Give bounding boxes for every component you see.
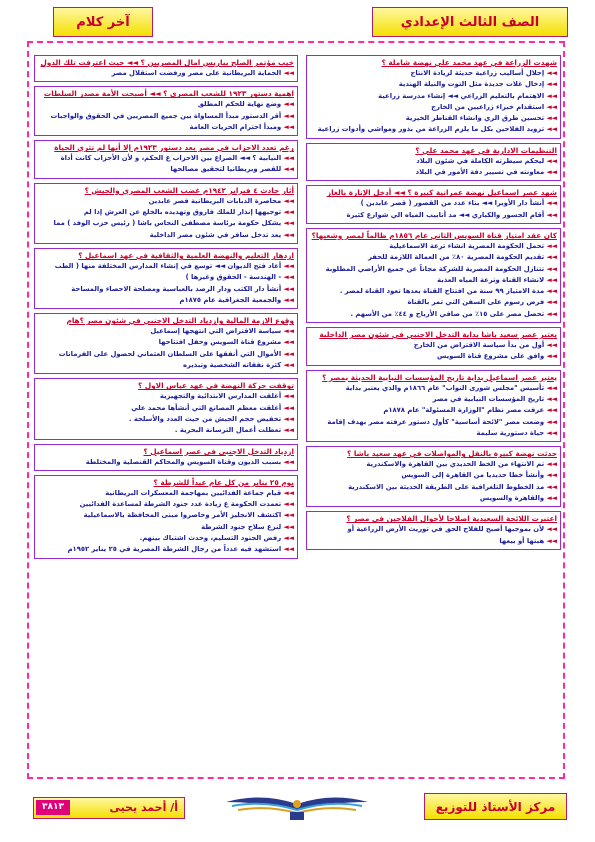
answer-line: [310, 470, 557, 481]
answer-text: وافق على مشروع قناة السويس: [437, 352, 545, 361]
arrow-bullet-icon: ◄◄: [544, 80, 557, 89]
question-box: [34, 55, 298, 82]
answer-line: [310, 156, 557, 167]
question-text: يعتبر عصر اسماعيل بداية تاريخ المؤسسات النيابية الحديثة بمصر ؟: [322, 372, 557, 382]
arrow-bullet-icon: ◄◄: [281, 208, 294, 217]
answer-text: يشكل حكومة برئاسة مصطفى النحاس باشا ( رئيس حزب الوفد ) مما: [53, 219, 282, 228]
question-box: [34, 444, 298, 471]
answer-text: تحمل الحكومة المصرية انشاء ترعة الاسماعيلية: [389, 241, 545, 250]
question-box: [34, 378, 298, 439]
grade-title-banner: [372, 7, 568, 37]
answer-text: للقصر وبريطانيا لتحقيق مصالحها: [170, 165, 282, 174]
answer-line: [38, 99, 294, 110]
answer-text: معاونته في تسيير دفة الأمور في البلاد: [415, 168, 545, 177]
answer-text: لنزع سلاح جنود الشرطة: [201, 522, 282, 531]
arrow-bullet-icon: ◄◄: [281, 414, 294, 423]
arrow-bullet-icon: ◄◄: [544, 383, 557, 392]
arrow-bullet-icon: ◄◄: [544, 309, 557, 318]
answer-line: [310, 275, 557, 286]
answer-line: [38, 510, 294, 521]
arrow-bullet-icon: ◄◄: [281, 500, 294, 509]
question-text: شهد عصر اسماعيل نهضة عمرانية كبيرة ؟ ◄◄ أدخل الإنارة بالغاز: [326, 188, 557, 198]
arrow-bullet-icon: ◄◄: [544, 69, 557, 77]
arrow-bullet-icon: ◄◄: [281, 327, 294, 336]
answer-line: [310, 309, 557, 320]
answer-line: [310, 383, 557, 394]
answer-text: الحماية البريطانية على مصر ورفضت استقلال مصر: [111, 69, 282, 77]
answer-line: [310, 91, 557, 102]
arrow-bullet-icon: ◄◄: [544, 298, 557, 307]
arrow-bullet-icon: ◄◄: [544, 264, 557, 273]
answer-text: هبتها أو بيعها: [499, 536, 545, 545]
question-text: يوم ٢٥ يناير من كل عام عيداً للشرطة ؟: [153, 477, 294, 487]
answer-text: ومبدأ احترام الحريات العامة: [189, 122, 282, 131]
answer-line: [38, 326, 294, 337]
answer-line: [38, 425, 294, 436]
arrow-bullet-icon: ◄◄: [544, 406, 557, 415]
answer-line: [310, 124, 557, 135]
question-box: [306, 446, 561, 507]
answer-text: سياسة الاقتراض التي انتهجها إسماعيل: [150, 327, 282, 336]
arrow-bullet-icon: ◄◄: [281, 261, 294, 270]
question-text: يعتبر عصر سعيد باشا بداية التدخل الاجنبي في شئون مصر الداخلية: [319, 330, 557, 340]
answer-line: [38, 533, 294, 544]
arrow-bullet-icon: ◄◄: [544, 91, 557, 100]
arrow-bullet-icon: ◄◄: [544, 341, 557, 350]
answer-line: [310, 113, 557, 124]
answer-text: وضعت مصر "لائحة أساسية" كأول دستور عرفته مصر بهدف إقامة: [327, 417, 545, 426]
question-box: [306, 55, 561, 139]
question-text: أثار حادث ٤ فبراير ١٩٤٢م غضب الشعب المصري والجيش ؟: [84, 185, 294, 195]
question-box: [306, 143, 561, 182]
arrow-bullet-icon: ◄◄: [544, 168, 557, 177]
question-text: اعتبرت اللائحة السعيدية اصلاحا لأحوال الفلاحين في مصر ؟: [346, 514, 557, 524]
answer-text: أول من بدأ سياسة الاقتراض من الخارج: [413, 341, 545, 350]
arrow-bullet-icon: ◄◄: [544, 241, 557, 250]
question-box: [34, 183, 298, 244]
answer-text: بسبب الديون وقناة السويس والمحاكم القنصلية والمختلطة: [85, 457, 282, 466]
center-name: مركز الأستاذ للتوزيع: [435, 799, 556, 814]
arrow-bullet-icon: ◄◄: [281, 361, 294, 370]
answer-text: أغلقت المدارس الابتدائية والتجهيزية: [159, 392, 282, 401]
arrow-bullet-icon: ◄◄: [544, 275, 557, 284]
answer-text: مدة الامتياز ٩٩ سنة من افتتاح القناة بعدها تعود القناة لمصر .: [339, 287, 545, 296]
question-text: توقفت حركة النهضة في عهد عباس الاول ؟: [138, 381, 294, 391]
question-box: [34, 475, 298, 559]
center-banner: [424, 793, 567, 820]
arrow-bullet-icon: ◄◄: [544, 536, 557, 545]
answer-text: تحسين طرق الري وانشاء القناطر الخيرية: [405, 114, 545, 123]
answer-text: أقر الدستور مبدأ المساواة بين جميع المصريين في الحقوق والواجبات: [50, 111, 282, 120]
answer-text: تخفيض حجم الجيش من حيث العدد والأسلحة .: [128, 414, 282, 423]
answer-line: [310, 340, 557, 351]
answer-text: ليحكم سيطرته الكاملة في شئون البلاد: [416, 156, 545, 165]
question-box: [306, 511, 561, 550]
answer-text: تعطلت أعمال الترسانة البحرية .: [174, 426, 282, 435]
answer-text: قيام جماعة الفدائيين بمهاجمة المعسكرات البريطانية: [105, 488, 282, 497]
answer-text: رفض الجنود التسليم، وحدث اشتباك بينهم.: [139, 534, 282, 543]
answer-text: لانشاء القناة وترعة المياه العذبة: [437, 275, 545, 284]
answer-text: أعاد فتح الديوان ◄◄ توسع في إنشاء المدارس المختلفة منها ( الطب: [54, 261, 282, 270]
answer-line: [38, 295, 294, 306]
answer-line: [38, 522, 294, 533]
question-box: [306, 327, 561, 366]
answer-line: [38, 360, 294, 371]
answer-text: النيابية ؟ ◄◄ الصراع بين الاحزاب ع الحكم، و لأن الأحزاب كانت أداة: [60, 154, 282, 163]
question-text: اهمية دستور ١٩٢٣ للشعب المصري ؟ ◄◄ أصبحت الأمة مصدر السلطات: [43, 89, 294, 99]
answer-line: [310, 405, 557, 416]
answer-line: [38, 122, 294, 133]
answer-line: [310, 252, 557, 263]
answer-text: استشهد فيه عدداً من رجال الشرطة المصرية في ٢٥ يناير ١٩٥٢م: [67, 545, 282, 554]
answer-line: [38, 284, 294, 295]
answer-line: [310, 241, 557, 252]
answer-line: [38, 544, 294, 555]
answer-text: - الهندسة - الحقوق وغيرها ): [185, 273, 282, 282]
arrow-bullet-icon: ◄◄: [281, 230, 294, 239]
last-word-banner: [53, 7, 153, 37]
answer-line: [310, 264, 557, 275]
answer-line: [310, 198, 557, 209]
answer-line: [38, 164, 294, 175]
question-text: ازدياد التدخل الاجنبي في عصر اسماعيل ؟: [143, 446, 294, 456]
answer-text: أنشأ دار الكتب ودار الرصد بالعباسية ومصلحة الاحصاء والمساحة: [71, 284, 282, 293]
arrow-bullet-icon: ◄◄: [281, 392, 294, 401]
answer-text: تم الانتهاء من الخط الحديدي بين القاهرة والاسكندرية: [366, 460, 545, 469]
answer-line: [38, 488, 294, 499]
answer-text: تقديم الحكومة المصرية ٨٠٪ من العمالة اللازمة للحفر: [368, 253, 545, 262]
answer-line: [310, 524, 557, 535]
answer-line: [38, 457, 294, 468]
teacher-banner: [33, 797, 185, 819]
answer-text: لأن بموجبها أصبح للفلاح الحق في توريث الأرض الزراعية أو: [347, 525, 545, 534]
arrow-bullet-icon: ◄◄: [281, 111, 294, 120]
answer-text: إدخال غلات جديدة مثل التوت والنيلة الهندية: [398, 80, 545, 89]
answer-line: [310, 210, 557, 221]
answer-text: مد الخطوط التلغرافية على الطريقة الحديثة بين الاسكندرية: [348, 482, 545, 491]
arrow-bullet-icon: ◄◄: [281, 457, 294, 466]
winged-emblem-icon: [222, 788, 372, 826]
answer-text: تاريخ المؤسسات النيابية في مصر: [432, 394, 545, 403]
arrow-bullet-icon: ◄◄: [281, 349, 294, 358]
teacher-name: أ/ أحمد يحيى: [109, 801, 178, 814]
arrow-bullet-icon: ◄◄: [544, 287, 557, 296]
question-box: [306, 370, 561, 442]
arrow-bullet-icon: ◄◄: [281, 165, 294, 174]
answer-line: [38, 414, 294, 425]
answer-line: [38, 230, 294, 241]
arrow-bullet-icon: ◄◄: [281, 122, 294, 131]
answer-line: [310, 286, 557, 297]
arrow-bullet-icon: ◄◄: [281, 154, 294, 163]
answer-text: والقاهرة والسويس: [479, 494, 545, 503]
answer-line: [310, 459, 557, 470]
answer-line: [310, 68, 557, 79]
answer-line: [310, 493, 557, 504]
arrow-bullet-icon: ◄◄: [544, 460, 557, 469]
answer-line: [310, 482, 557, 493]
arrow-bullet-icon: ◄◄: [544, 102, 557, 111]
answer-line: [310, 297, 557, 308]
question-text: حدثت نهضة كبيرة بالنقل والمواصلات في عهد سعيد باشا ؟: [347, 449, 557, 459]
arrow-bullet-icon: ◄◄: [544, 428, 557, 437]
answer-line: [310, 417, 557, 428]
answer-line: [38, 153, 294, 164]
answer-text: والجمعية الجغرافية عام ١٨٧٥م: [179, 295, 282, 304]
arrow-bullet-icon: ◄◄: [281, 338, 294, 347]
arrow-bullet-icon: ◄◄: [544, 156, 557, 165]
arrow-bullet-icon: ◄◄: [544, 394, 557, 403]
arrow-bullet-icon: ◄◄: [544, 210, 557, 219]
answer-text: وضع نهاية للحكم المطلق: [197, 100, 282, 109]
answer-text: حياة دستورية سليمة: [476, 428, 545, 437]
arrow-bullet-icon: ◄◄: [281, 69, 294, 77]
answer-text: محاصرة الدبابات البريطانية قصر عابدين: [148, 196, 282, 205]
arrow-bullet-icon: ◄◄: [281, 196, 294, 205]
arrow-bullet-icon: ◄◄: [281, 403, 294, 412]
answer-text: عرفت مصر نظام "الوزارة المسئولة" عام ١٨٧٨م: [383, 406, 545, 415]
answer-text: توجيهها إنذار للملك فاروق وتهديده بالخلع عن العرش إذا لم: [83, 208, 282, 217]
arrow-bullet-icon: ◄◄: [544, 114, 557, 123]
answer-text: أغلقت معظم المصانع التي أنشأها محمد علي: [131, 403, 282, 412]
question-box: [34, 313, 298, 374]
answer-line: [310, 167, 557, 178]
answer-line: [38, 196, 294, 207]
arrow-bullet-icon: ◄◄: [281, 273, 294, 282]
answer-line: [38, 349, 294, 360]
answer-text: يعد تدخل سافر في شئون مصر الداخلية: [149, 230, 282, 239]
answer-line: [38, 403, 294, 414]
answer-text: تحصل مصر على ١٥٪ من صافي الأرباح و ٤٤٪ من الأسهم .: [350, 309, 545, 318]
answer-text: مشروع قناة السويس وحفل افتتاحها: [158, 338, 282, 347]
answer-line: [38, 68, 294, 79]
answer-text: وأنشأ خطا حديديا من القاهرة إلى السويس: [401, 471, 545, 480]
answer-line: [38, 261, 294, 272]
answer-line: [310, 428, 557, 439]
question-text: التنظيمات الادارية في عهد محمد علي ؟: [415, 145, 557, 155]
question-box: [306, 228, 561, 323]
answer-text: تزويد الفلاحين بكل ما يلزم الزراعة من بذور ومواشي وأدوات زراعية: [317, 125, 545, 134]
arrow-bullet-icon: ◄◄: [281, 534, 294, 543]
answer-text: تعمدت الحكومة ع زيادة عدد جنود الشرطة لمساعدة الفدائيين: [79, 500, 282, 509]
arrow-bullet-icon: ◄◄: [281, 100, 294, 109]
answer-line: [310, 536, 557, 547]
answer-line: [310, 351, 557, 362]
arrow-bullet-icon: ◄◄: [544, 352, 557, 361]
answer-text: اكتشف الانجليز الأمر وحاصروا مبنى المحافظة بالاسماعيلية: [83, 511, 282, 520]
left-column: [34, 55, 298, 563]
answer-line: [38, 207, 294, 218]
arrow-bullet-icon: ◄◄: [281, 219, 294, 228]
arrow-bullet-icon: ◄◄: [281, 488, 294, 497]
arrow-bullet-icon: ◄◄: [281, 511, 294, 520]
arrow-bullet-icon: ◄◄: [544, 494, 557, 503]
arrow-bullet-icon: ◄◄: [281, 295, 294, 304]
arrow-bullet-icon: ◄◄: [281, 545, 294, 554]
arrow-bullet-icon: ◄◄: [544, 199, 557, 208]
answer-text: فرض رسوم على السفن التي تمر بالقناة: [407, 298, 545, 307]
arrow-bullet-icon: ◄◄: [544, 482, 557, 491]
answer-line: [38, 218, 294, 229]
answer-text: تتنازل الحكومة المصرية للشركة مجاناً عن جميع الأراضي المطلوبة: [325, 264, 545, 273]
arrow-bullet-icon: ◄◄: [544, 253, 557, 262]
arrow-bullet-icon: ◄◄: [544, 417, 557, 426]
arrow-bullet-icon: ◄◄: [544, 525, 557, 534]
question-text: رغم تعدد الاحزاب في مصر بعد دستور ١٩٢٣م إلا أنها لم تثري الحياة: [54, 143, 294, 153]
answer-line: [310, 79, 557, 90]
answer-line: [38, 499, 294, 510]
question-text: ازدهار التعليم والنهضة العلمية والثقافية في عهد اسماعيل ؟: [78, 250, 294, 260]
answer-text: الأموال التي أنفقها على السلطان العثماني لحصول على الفرمانات: [58, 349, 282, 358]
question-text: خيب مؤتمر الصلح بباريس امال المصريين ؟ ◄◄ حيث اعترفت تلك الدول: [40, 58, 294, 67]
answer-text: تأسيس "مجلس شورى النواب" عام ١٨٦٦م والذي يعتبر بداية: [345, 383, 545, 392]
answer-text: أنشأ دار الأوبرا ◄◄ بناء عدد من القصور ( قصر عابدين ): [360, 199, 545, 208]
answer-text: أقام الجسور والكباري ◄◄ مد أنابيب المياه الي شوارع كثيرة: [346, 210, 545, 219]
answer-text: الاهتمام بالتعليم الزراعي ◄◄ إنشاء مدرسة زراعية: [378, 91, 545, 100]
answer-line: [38, 111, 294, 122]
arrow-bullet-icon: ◄◄: [281, 426, 294, 435]
question-box: [34, 86, 298, 136]
answer-line: [38, 391, 294, 402]
grade-title: الصف الثالث الإعدادي: [400, 14, 540, 30]
page-badge: ٣٨١٣: [36, 800, 70, 815]
question-box: [34, 140, 298, 179]
right-column: [306, 55, 561, 554]
answer-line: [310, 102, 557, 113]
arrow-bullet-icon: ◄◄: [281, 284, 294, 293]
answer-line: [38, 337, 294, 348]
arrow-bullet-icon: ◄◄: [544, 125, 557, 134]
arrow-bullet-icon: ◄◄: [281, 522, 294, 531]
question-box: [34, 248, 298, 309]
answer-text: إحلال أساليب زراعية حديثة لزيادة الانتاج: [410, 69, 545, 77]
question-box: [306, 185, 561, 224]
answer-text: كثرة نفقاته الشخصية وتبذيره: [182, 361, 282, 370]
arrow-bullet-icon: ◄◄: [544, 471, 557, 480]
question-text: شهدت الزراعة في عهد محمد علي نهضة شاملة ؟: [381, 58, 557, 67]
answer-line: [38, 272, 294, 283]
question-text: وقوع الازمة المالية وازدياد التدخل الاجنبي في شئون مصر ؟هام: [66, 316, 294, 326]
last-word-title: آخر كلام: [76, 14, 130, 30]
answer-line: [310, 394, 557, 405]
answer-text: استقدام خبراء زراعيين من الخارج: [431, 102, 545, 111]
question-text: كان عقد امتياز قناة السويس الثاني عام ١٨٥٦م ظالماً لمصر وشعبها؟: [311, 230, 557, 240]
